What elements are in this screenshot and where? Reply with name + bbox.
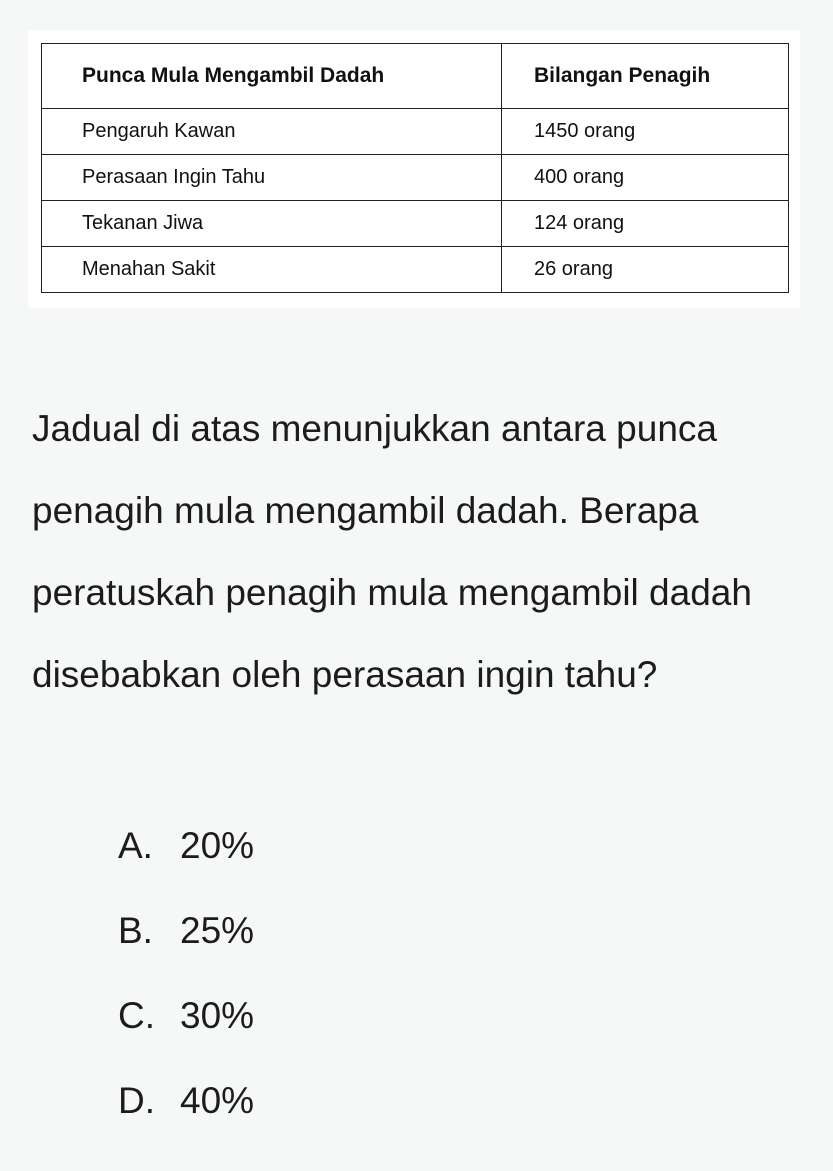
option-letter: B. xyxy=(118,910,153,951)
option-value: 30% xyxy=(180,995,255,1036)
option-value: 25% xyxy=(180,910,255,951)
option-value: 40% xyxy=(180,1080,255,1121)
table-card xyxy=(28,30,800,308)
question-text: Jadual di atas menunjukkan antara punca penagih mula mengambil dadah. Berapa peratuskah penagih mula mengambil dadah disebabkan oleh perasaan ingin tahu? xyxy=(32,408,752,695)
table-row xyxy=(42,109,789,155)
option-value: 20% xyxy=(180,825,255,866)
option-b[interactable] xyxy=(118,897,718,982)
table-cell-count: 1450 orang xyxy=(502,109,789,155)
table-row xyxy=(42,247,789,293)
option-letter: C. xyxy=(118,995,155,1036)
table-header-cause: Punca Mula Mengambil Dadah xyxy=(42,44,502,109)
option-letter: D. xyxy=(118,1080,155,1121)
table-header-row xyxy=(42,44,789,109)
table-cell-count: 400 orang xyxy=(502,155,789,201)
option-a[interactable] xyxy=(118,812,718,897)
table-cell-cause: Pengaruh Kawan xyxy=(42,109,502,155)
table-header-count: Bilangan Penagih xyxy=(502,44,789,109)
table-cell-count: 26 orang xyxy=(502,247,789,293)
option-c[interactable] xyxy=(118,982,718,1067)
answer-options xyxy=(118,812,718,1152)
table-cell-cause: Perasaan Ingin Tahu xyxy=(42,155,502,201)
data-table xyxy=(41,43,789,293)
option-letter: A. xyxy=(118,825,153,866)
table-cell-cause: Menahan Sakit xyxy=(42,247,502,293)
table-cell-cause: Tekanan Jiwa xyxy=(42,201,502,247)
table-row xyxy=(42,155,789,201)
table-cell-count: 124 orang xyxy=(502,201,789,247)
table-row xyxy=(42,201,789,247)
option-d[interactable] xyxy=(118,1067,718,1152)
